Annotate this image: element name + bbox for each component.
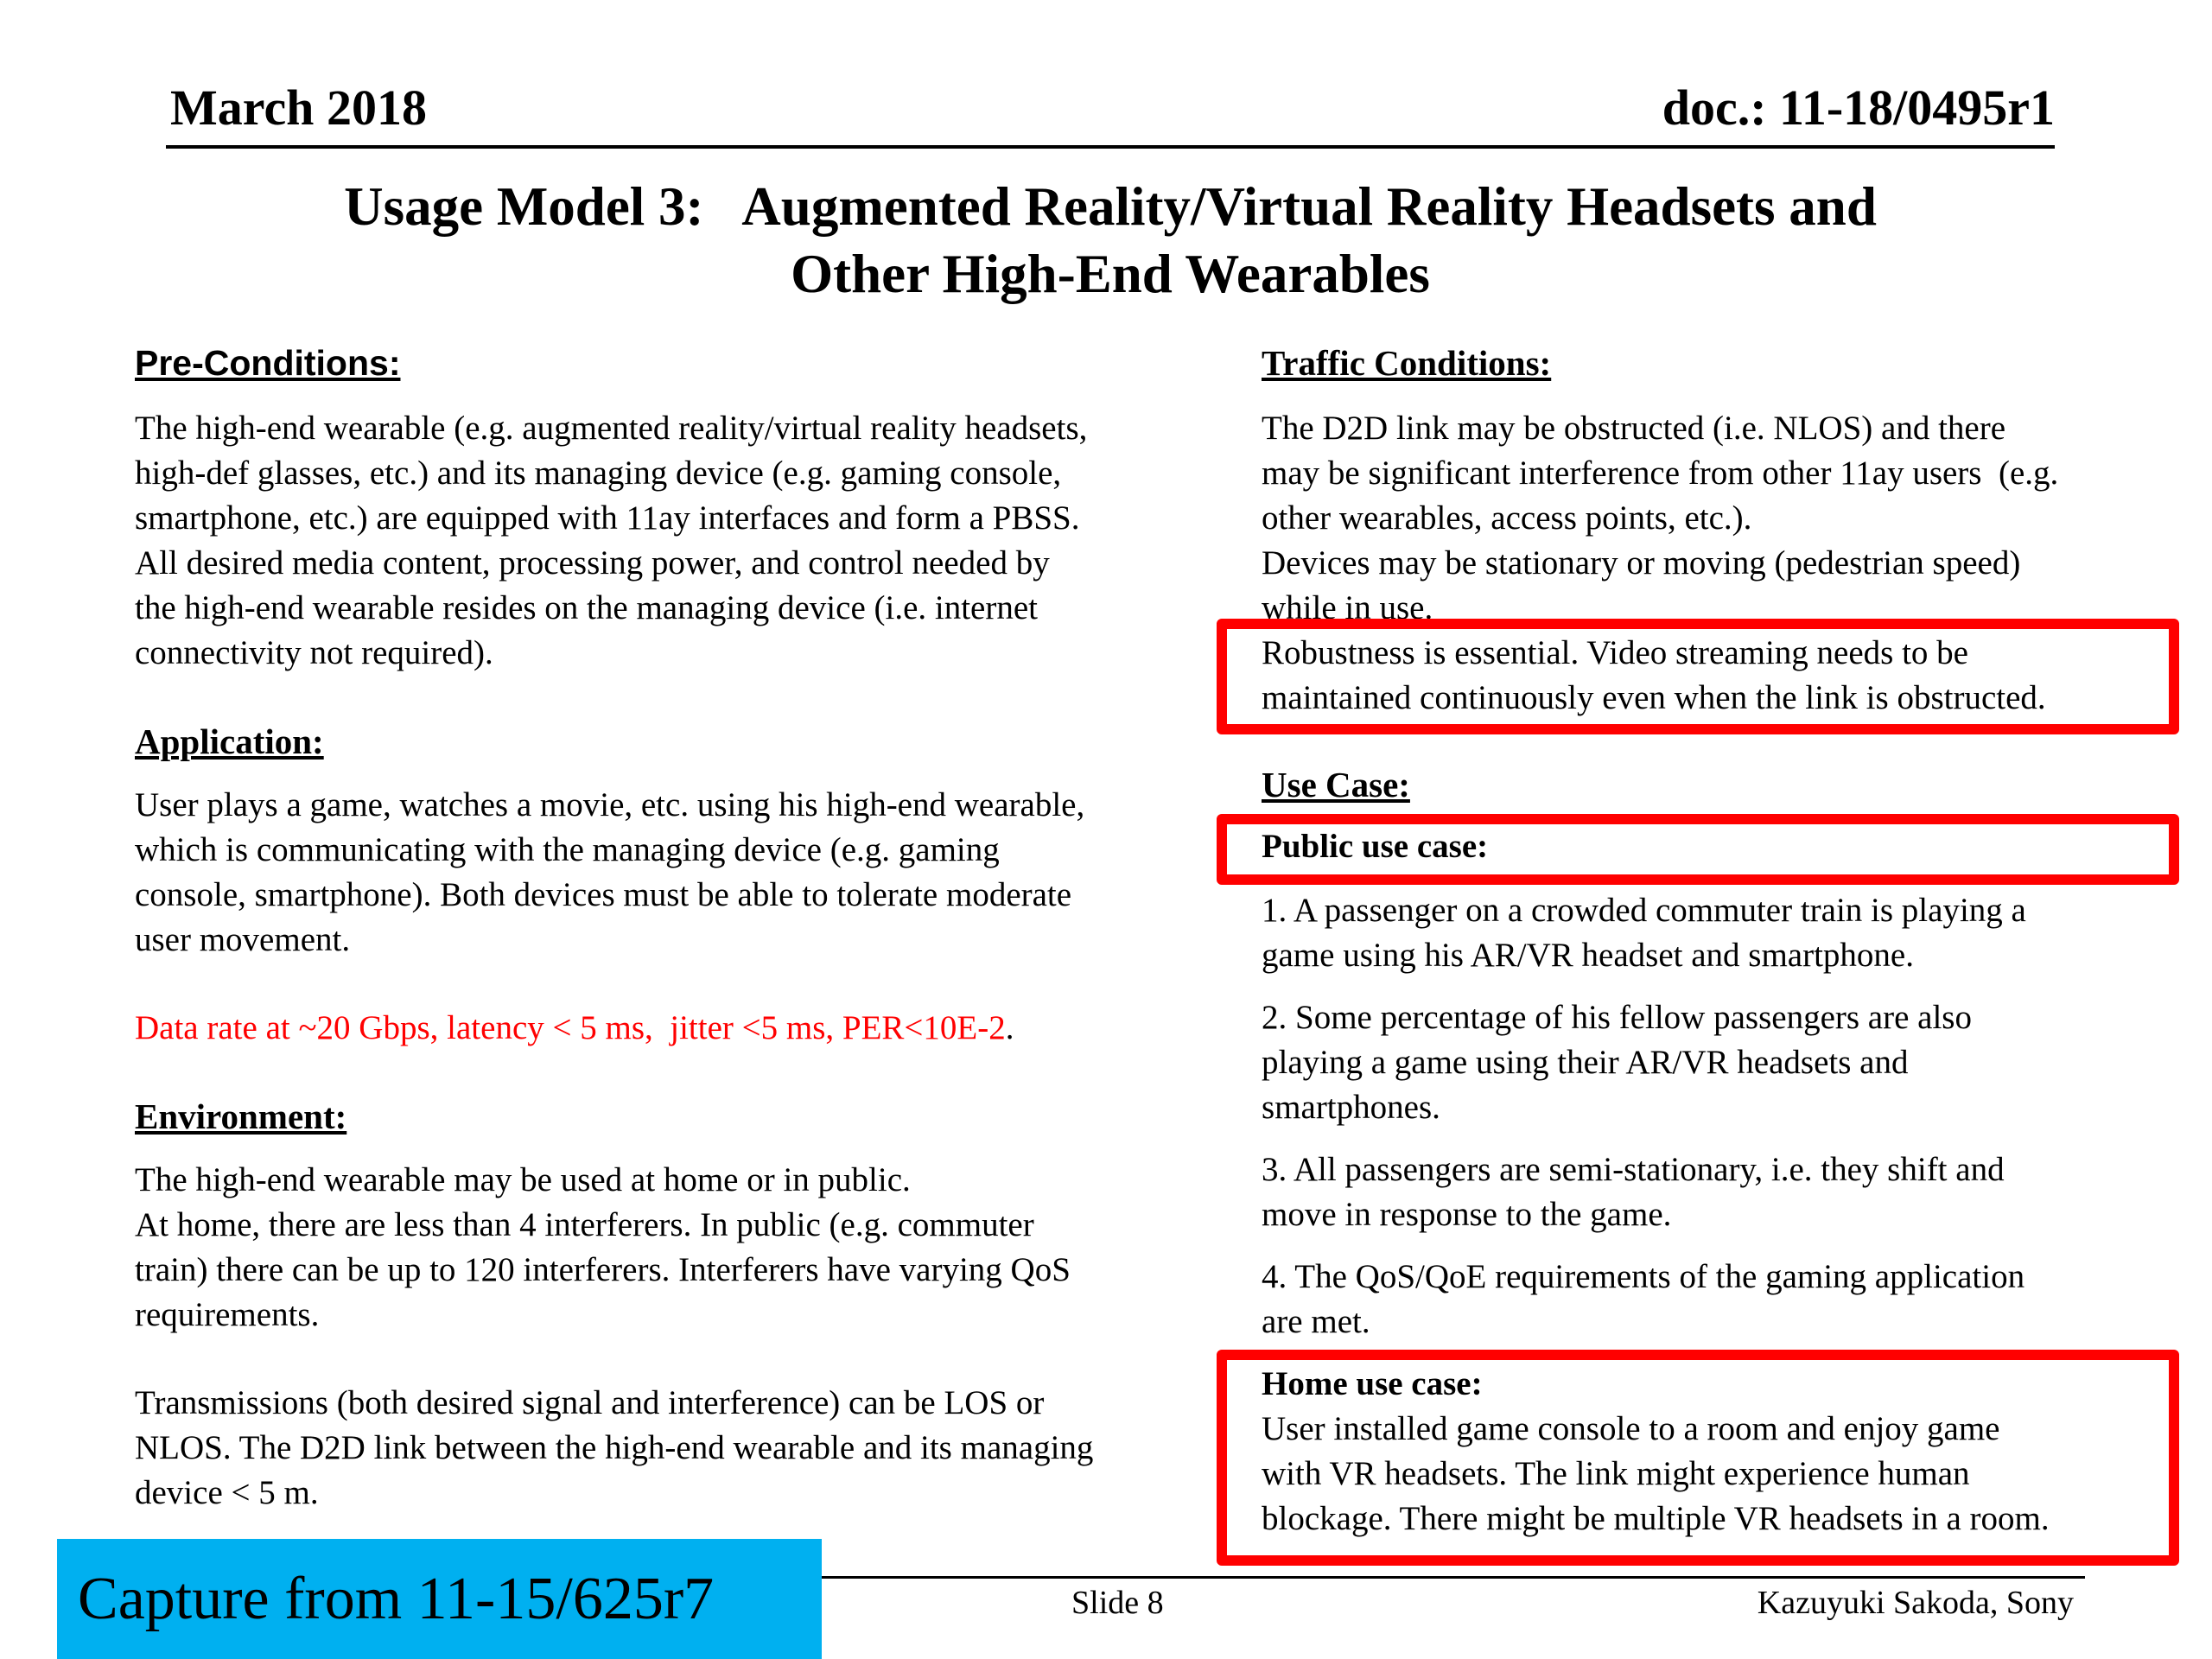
use-case-item-3 [1262,1147,2005,1237]
text-line: User plays a game, watches a movie, etc. using his high-end wearable, [135,786,1085,823]
text-line: connectivity not required). [135,634,493,671]
title-line-2: Other High-End Wearables [791,244,1430,304]
text-line: The high-end wearable may be used at home or in public. [135,1161,911,1198]
text-line: Transmissions (both desired signal and interference) can be LOS or [135,1384,1045,1421]
header-rule [166,145,2055,149]
text-line: console, smartphone). Both devices must be able to tolerate moderate [135,876,1072,913]
text-line: User installed game console to a room and enjoy game [1262,1410,2000,1447]
public-use-case-label: Public use case: [1262,828,1489,865]
environment-text-2 [135,1381,1093,1516]
traffic-heading: Traffic Conditions: [1262,343,1552,383]
text-line: high-def glasses, etc.) and its managing device (e.g. gaming console, [135,454,1062,492]
header-doc-id: doc.: 11-18/0495r1 [1662,79,2055,136]
text-line: device < 5 m. [135,1474,319,1511]
text-line: At home, there are less than 4 interferers. In public (e.g. commuter [135,1206,1034,1243]
requirement-text: Data rate at ~20 Gbps, latency < 5 ms, jitter <5 ms, PER<10E-2 [135,1009,1006,1046]
use-case-item-2 [1262,995,1972,1130]
text-line: while in use. [1262,589,1433,626]
text-line: move in response to the game. [1262,1196,1672,1233]
text-line: The D2D link may be obstructed (i.e. NLOS) and there [1262,410,2006,447]
home-use-case-label: Home use case: [1262,1365,1483,1402]
application-text [135,783,1084,963]
text-line: train) there can be up to 120 interferers. Interferers have varying QoS [135,1251,1071,1288]
requirement-line [135,1006,1014,1051]
text-line: smartphones. [1262,1089,1440,1126]
capture-source-banner: Capture from 11-15/625r7 [57,1539,822,1659]
use-case-item-1 [1262,888,2026,978]
text-line: playing a game using their AR/VR headsets and [1262,1044,1909,1081]
text-line: 3. All passengers are semi-stationary, i.e. they shift and [1262,1151,2005,1188]
text-line: with VR headsets. The link might experience human [1262,1455,1970,1492]
text-line: are met. [1262,1303,1370,1340]
requirement-period: . [1005,1009,1014,1046]
text-line: requirements. [135,1296,320,1333]
traffic-text [1262,406,2058,631]
text-line: user movement. [135,921,351,958]
pre-conditions-heading: Pre-Conditions: [135,343,401,383]
use-case-item-4 [1262,1255,2024,1344]
text-line: other wearables, access points, etc.). [1262,499,1752,537]
title-line-1: Usage Model 3: Augmented Reality/Virtual Reality Headsets and [344,176,1877,237]
text-line: Robustness is essential. Video streaming needs to be [1262,634,1968,671]
text-line: game using his AR/VR headset and smartphone. [1262,937,1914,974]
footer-author: Kazuyuki Sakoda, Sony [1757,1585,2074,1621]
text-line: blockage. There might be multiple VR headsets in a room. [1262,1500,2050,1537]
text-line: 1. A passenger on a crowded commuter train is playing a [1262,892,2026,929]
text-line: the high-end wearable resides on the managing device (i.e. internet [135,589,1039,626]
slide-title [130,173,2091,308]
text-line: 2. Some percentage of his fellow passengers are also [1262,999,1972,1036]
text-line: maintained continuously even when the link is obstructed. [1262,679,2046,716]
application-heading: Application: [135,721,324,761]
text-line: The high-end wearable (e.g. augmented reality/virtual reality headsets, [135,410,1088,447]
text-line: smartphone, etc.) are equipped with 11ay interfaces and form a PBSS. [135,499,1080,537]
text-line: NLOS. The D2D link between the high-end wearable and its managing [135,1429,1094,1466]
footer-rule [822,1576,2085,1579]
text-line: which is communicating with the managing device (e.g. gaming [135,831,1000,868]
environment-heading: Environment: [135,1096,347,1136]
slide-number: Slide 8 [1071,1585,1164,1621]
environment-text [135,1158,1071,1338]
text-line: may be significant interference from other 11ay users (e.g. [1262,454,2059,492]
robustness-text [1262,631,2046,721]
pre-conditions-text [135,406,1087,676]
text-line: Devices may be stationary or moving (pedestrian speed) [1262,544,2021,582]
text-line: 4. The QoS/QoE requirements of the gaming application [1262,1258,2025,1295]
home-use-case-text [1262,1407,2050,1541]
header-date: March 2018 [170,79,427,136]
text-line: All desired media content, processing power, and control needed by [135,544,1050,582]
use-case-heading: Use Case: [1262,765,1410,804]
